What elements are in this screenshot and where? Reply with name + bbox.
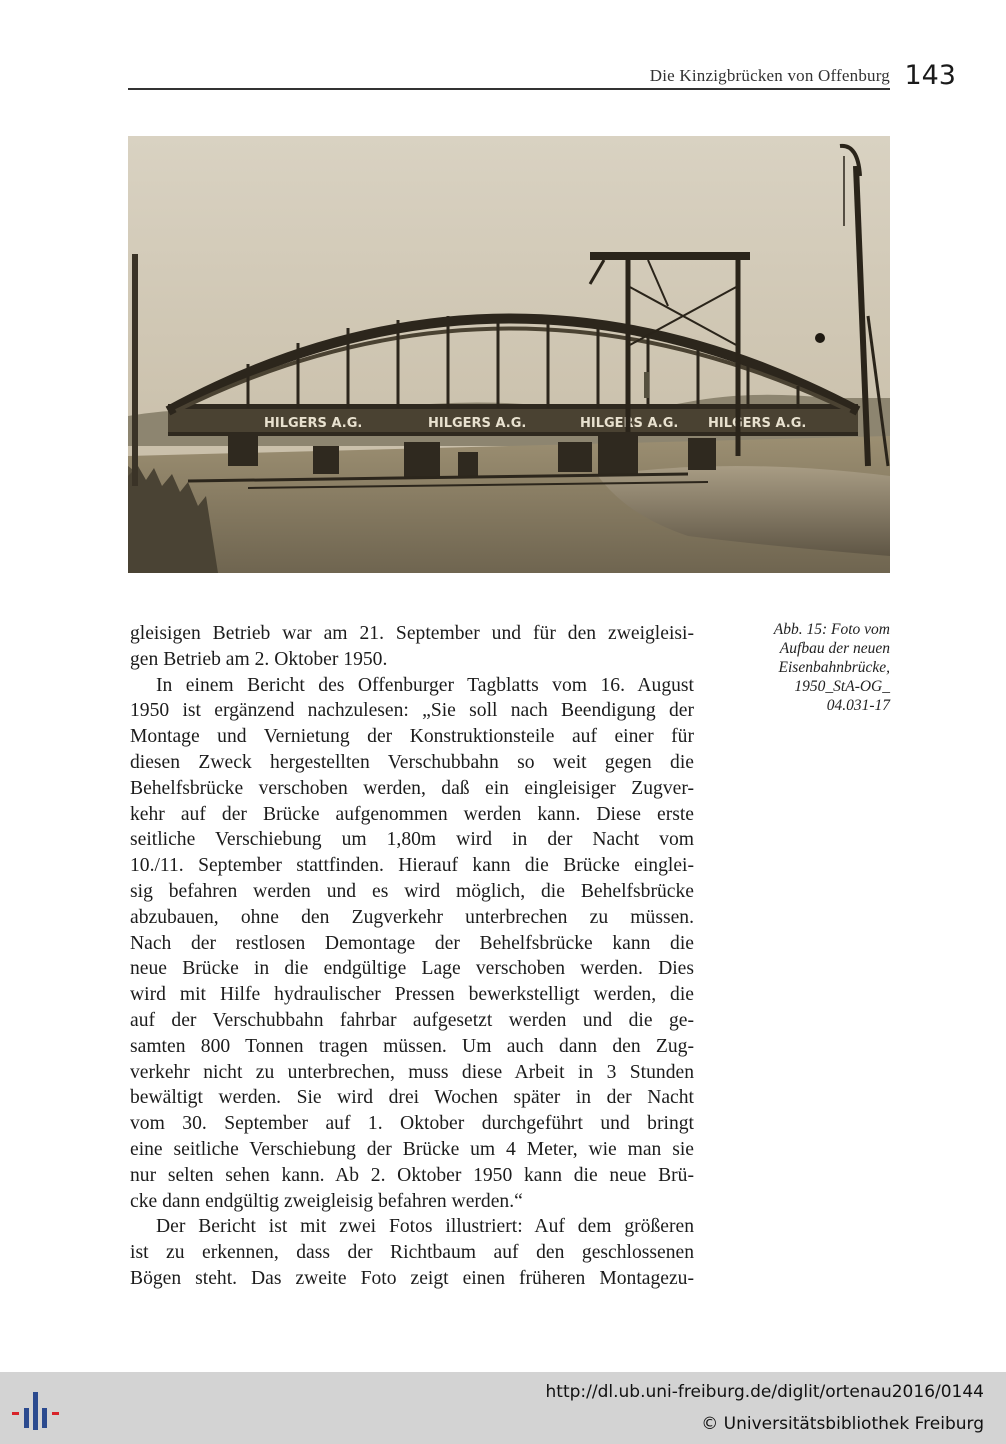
body-line: diesen Zweck hergestellten Verschubbahn so weit gegen die (130, 751, 694, 773)
body-line: bewältigt werden. Sie wird drei Wochen später in der Nacht (130, 1087, 694, 1109)
body-line: 1950 ist ergänzend nachzulesen: „Sie soll nach Beendigung der (130, 700, 694, 722)
body-line: samten 800 Tonnen tragen müssen. Um auch dann den Zug- (130, 1035, 694, 1057)
body-line: 10./11. September stattfinden. Hierauf kann die Brücke einglei- (130, 855, 694, 877)
body-line: verkehr nicht zu unterbrechen, muss diese Arbeit in 3 Stunden (130, 1061, 694, 1083)
body-line: seitliche Verschiebung um 1,80m wird in der Nacht vom (130, 829, 694, 851)
body-line: gen Betrieb am 2. Oktober 1950. (130, 648, 388, 670)
caption-line: 1950_StA-OG_ (794, 678, 890, 695)
body-line: kehr auf der Brücke aufgenommen werden kann. Diese erste (130, 803, 694, 825)
body-line: abzubauen, ohne den Zugverkehr unterbrechen zu müssen. (130, 906, 694, 928)
body-line: cke dann endgültig zweigleisig befahren werden.“ (130, 1190, 523, 1212)
header-rule (128, 88, 890, 90)
body-line: ist zu erkennen, dass der Richtbaum auf den geschlossenen (130, 1242, 694, 1264)
banner-text-4: HILGERS A.G. (708, 416, 807, 431)
footer-copyright: © Universitätsbibliothek Freiburg (701, 1414, 984, 1434)
ub-freiburg-logo-icon (8, 1386, 64, 1436)
footer-bar (0, 1372, 1006, 1444)
body-line: neue Brücke in die endgültige Lage verschoben werden. Dies (130, 958, 694, 980)
caption-line: Abb. 15: Foto vom (773, 621, 890, 638)
body-line: Bögen steht. Das zweite Foto zeigt einen früheren Montagezu- (130, 1267, 694, 1289)
running-header-title: Die Kinzigbrücken von Offenburg (649, 66, 890, 85)
body-line: auf der Verschubbahn fahrbar aufgesetzt werden und die ge- (130, 1009, 694, 1031)
body-line: In einem Bericht des Offenburger Tagblatts vom 16. August (156, 674, 694, 696)
bridge-construction-photo (128, 136, 890, 573)
bridge-photo-illustration (128, 136, 890, 573)
body-line: wird mit Hilfe hydraulischer Pressen bewerkstelligt werden, die (130, 984, 694, 1006)
footer-url-link[interactable]: http://dl.ub.uni-freiburg.de/diglit/ortenau2016/0144 (545, 1382, 984, 1402)
page-number: 143 (904, 60, 956, 91)
banner-text-3: HILGERS A.G. (580, 416, 679, 431)
body-line: Der Bericht ist mit zwei Fotos illustriert: Auf dem größeren (156, 1216, 694, 1238)
body-line: gleisigen Betrieb war am 21. September und für den zweigleisi- (130, 623, 694, 644)
photo-caption (730, 620, 890, 715)
body-line: Montage und Vernietung der Konstruktionsteile auf einer für (130, 726, 694, 748)
body-line: sig befahren werden und es wird möglich, die Behelfsbrücke (130, 880, 694, 902)
body-line: nur selten sehen kann. Ab 2. Oktober 1950 kann die neue Brü- (130, 1164, 694, 1186)
running-header (128, 60, 958, 92)
body-line: eine seitliche Verschiebung der Brücke um 4 Meter, wie man sie (130, 1138, 694, 1160)
body-line: Nach der restlosen Demontage der Behelfsbrücke kann die (130, 932, 694, 954)
banner-text-2: HILGERS A.G. (428, 416, 527, 431)
body-line: vom 30. September auf 1. Oktober durchgeführt und bringt (130, 1113, 694, 1135)
caption-line: 04.031-17 (826, 697, 890, 714)
body-text (130, 621, 694, 1292)
caption-line: Aufbau der neuen (779, 640, 890, 657)
banner-text-1: HILGERS A.G. (264, 416, 363, 431)
caption-line: Eisenbahnbrücke, (778, 659, 890, 676)
body-line: Behelfsbrücke verschoben werden, daß ein eingleisiger Zugver- (130, 777, 694, 799)
